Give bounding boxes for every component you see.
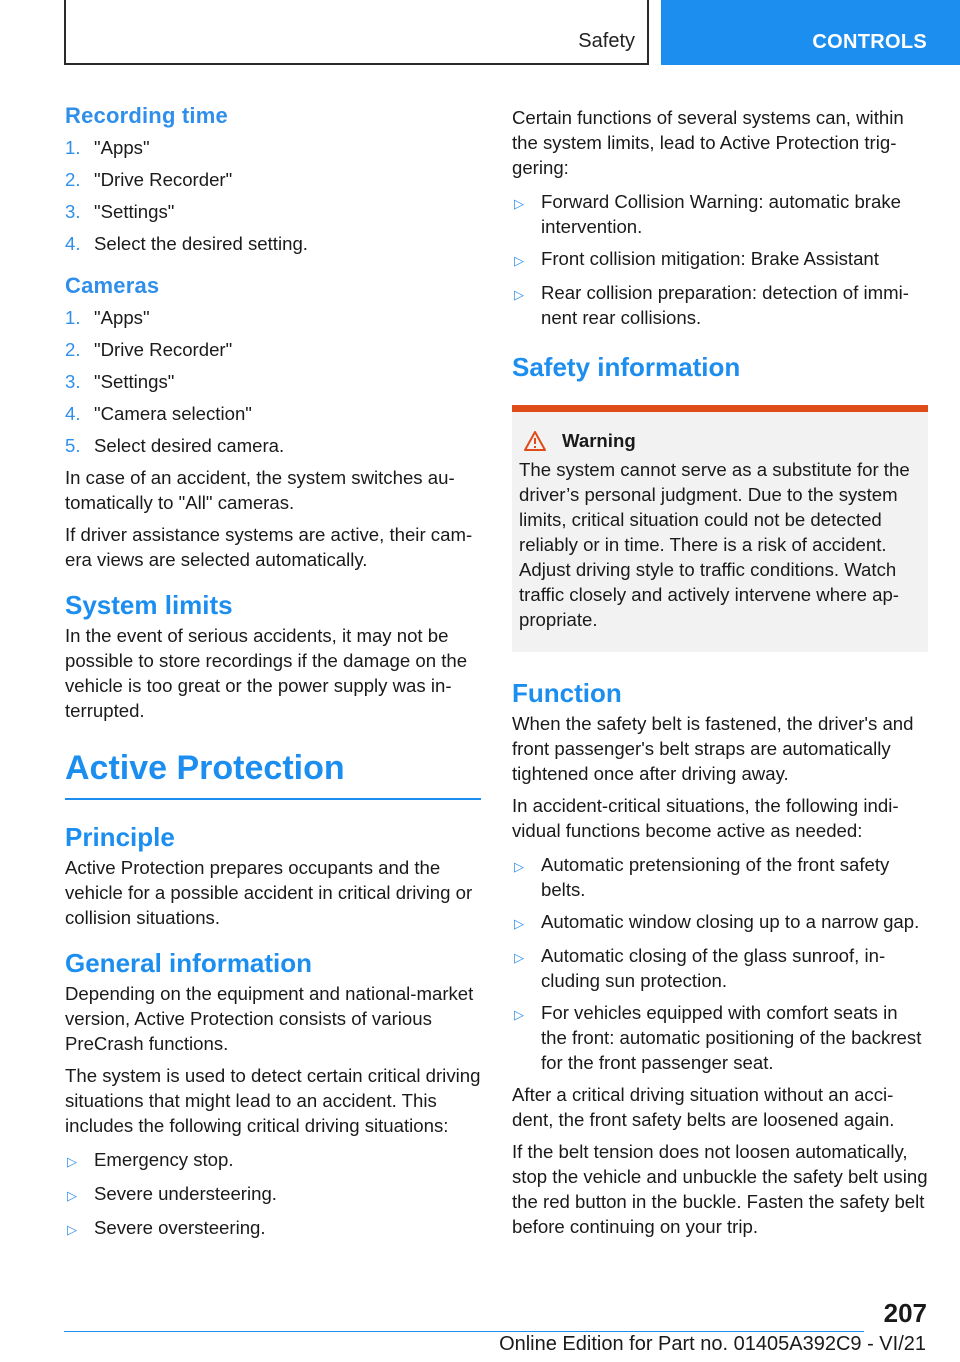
triangle-right-icon: ▷ <box>514 859 524 874</box>
list-item-text: Automatic closing of the glass sunroof, including sun protection. <box>541 945 886 991</box>
heading-function: Function <box>512 678 622 708</box>
step-text: Select desired camera. <box>94 435 285 456</box>
list-item <box>65 231 481 256</box>
list-item <box>65 337 481 362</box>
list-item <box>65 305 481 330</box>
chapter-title-rule <box>65 798 481 800</box>
warning-header <box>519 430 922 452</box>
list-item-text: Front collision mitigation: Brake Assistant <box>541 248 879 269</box>
principle-paragraph: Active Protection prepares occupants and the vehicle for a possible accident in critical driving or collision situations. <box>65 857 473 928</box>
list-item-text: Automatic pretensioning of the front safety belts. <box>541 854 890 900</box>
function-paragraph-2: In accident-critical situations, the following individual functions become active as needed: <box>512 795 899 841</box>
function-paragraph-3: After a critical driving situation without an accident, the front safety belts are loosened again. <box>512 1084 895 1130</box>
heading-principle: Principle <box>65 822 175 852</box>
triangle-right-icon: ▷ <box>514 253 524 268</box>
step-number: 3. <box>65 371 81 392</box>
step-text: "Apps" <box>94 307 150 328</box>
cameras-paragraph-1: In case of an accident, the system switches automatically to "All" cameras. <box>65 467 455 513</box>
step-number: 1. <box>65 137 81 158</box>
step-text: "Drive Recorder" <box>94 169 233 190</box>
warning-title: Warning <box>562 430 636 451</box>
list-item <box>512 943 928 993</box>
list-item <box>512 280 928 330</box>
triangle-right-icon: ▷ <box>67 1188 77 1203</box>
triangle-right-icon: ▷ <box>514 287 524 302</box>
footer-edition: Online Edition for Part no. 01405A392C9 - VI/21 <box>499 1333 926 1355</box>
heading-general-information: General information <box>65 948 313 978</box>
list-item <box>65 167 481 192</box>
triangle-right-icon: ▷ <box>67 1154 77 1169</box>
list-item <box>65 433 481 458</box>
triangle-right-icon: ▷ <box>67 1222 77 1237</box>
step-text: "Camera selection" <box>94 403 252 424</box>
function-paragraph-4: If the belt tension does not loosen automatically, stop the vehicle and unbuckle the safety belt using the red button in the buckle. Fasten the safety belt before continuing on your trip. <box>512 1141 928 1237</box>
step-number: 5. <box>65 435 81 456</box>
step-number: 2. <box>65 169 81 190</box>
list-item <box>512 852 928 902</box>
heading-cameras: Cameras <box>65 273 160 298</box>
step-number: 4. <box>65 403 81 424</box>
list-item-text: Severe understeering. <box>94 1183 277 1204</box>
page-number: 207 <box>883 1298 927 1328</box>
intro-paragraph: Certain functions of several systems can, within the system limits, lead to Active Protection triggering: <box>512 107 904 178</box>
general-information-paragraph-1: Depending on the equipment and national-market version, Active Protection consists of various PreCrash functions. <box>65 983 474 1054</box>
list-item-text: Emergency stop. <box>94 1149 234 1170</box>
heading-system-limits: System limits <box>65 590 233 620</box>
list-item <box>512 1000 928 1075</box>
header-section-box <box>64 0 649 65</box>
warning-box <box>512 405 928 652</box>
step-text: "Settings" <box>94 201 175 222</box>
header-chapter-tab[interactable] <box>661 0 960 65</box>
list-item <box>65 199 481 224</box>
warning-triangle-icon <box>524 431 546 451</box>
list-item-text: Forward Collision Warning: automatic brake intervention. <box>541 191 901 237</box>
list-item <box>65 369 481 394</box>
triangle-right-icon: ▷ <box>514 1007 524 1022</box>
function-list <box>512 852 928 1075</box>
warning-text: The system cannot serve as a substitute for the driver’s personal judgment. Due to the system limits, critical situation could not be detected reliably or in time. There is a risk of accident. Adjust driving style to traffic conditions. Watch traffic closely and actively intervene where appropriate. <box>519 459 910 630</box>
list-item <box>65 1147 481 1174</box>
list-item <box>65 401 481 426</box>
footer-rule <box>64 1331 864 1332</box>
step-text: "Settings" <box>94 371 175 392</box>
list-item-text: Automatic window closing up to a narrow gap. <box>541 911 920 932</box>
step-text: "Apps" <box>94 137 150 158</box>
critical-situations-list <box>65 1147 481 1242</box>
cameras-paragraph-2: If driver assistance systems are active, their camera views are selected automatically. <box>65 524 473 570</box>
triangle-right-icon: ▷ <box>514 950 524 965</box>
right-column <box>512 105 928 1246</box>
chapter-title-active-protection: Active Protection <box>65 749 345 787</box>
header-chapter-label: CONTROLS <box>812 31 927 53</box>
step-number: 1. <box>65 307 81 328</box>
list-item <box>65 1181 481 1208</box>
step-text: Select the desired setting. <box>94 233 308 254</box>
step-text: "Drive Recorder" <box>94 339 233 360</box>
list-item <box>65 1215 481 1242</box>
system-limits-paragraph: In the event of serious accidents, it may not be possible to store recordings if the damage on the vehicle is too great or the power supply was interrupted. <box>65 625 468 721</box>
step-number: 2. <box>65 339 81 360</box>
cameras-steps <box>65 305 481 458</box>
left-column <box>65 98 481 1249</box>
general-information-paragraph-2: The system is used to detect certain critical driving situations that might lead to an accident. This includes the following critical driving situations: <box>65 1065 481 1136</box>
list-item <box>512 246 928 273</box>
list-item <box>512 909 928 936</box>
list-item <box>512 189 928 239</box>
list-item <box>65 135 481 160</box>
list-item-text: For vehicles equipped with comfort seats in the front: automatic positioning of the backrest for the front passenger seat. <box>541 1002 922 1073</box>
heading-recording-time: Recording time <box>65 103 228 128</box>
triggering-functions-list <box>512 189 928 330</box>
heading-safety-information: Safety information <box>512 352 741 382</box>
step-number: 3. <box>65 201 81 222</box>
list-item-text: Rear collision preparation: detection of imminent rear collisions. <box>541 282 909 328</box>
function-paragraph-1: When the safety belt is fastened, the driver's and front passenger's belt straps are automatically tightened once after driving away. <box>512 713 914 784</box>
recording-time-steps <box>65 135 481 256</box>
step-number: 4. <box>65 233 81 254</box>
header-section-title: Safety <box>578 30 635 52</box>
list-item-text: Severe oversteering. <box>94 1217 266 1238</box>
triangle-right-icon: ▷ <box>514 196 524 211</box>
triangle-right-icon: ▷ <box>514 916 524 931</box>
